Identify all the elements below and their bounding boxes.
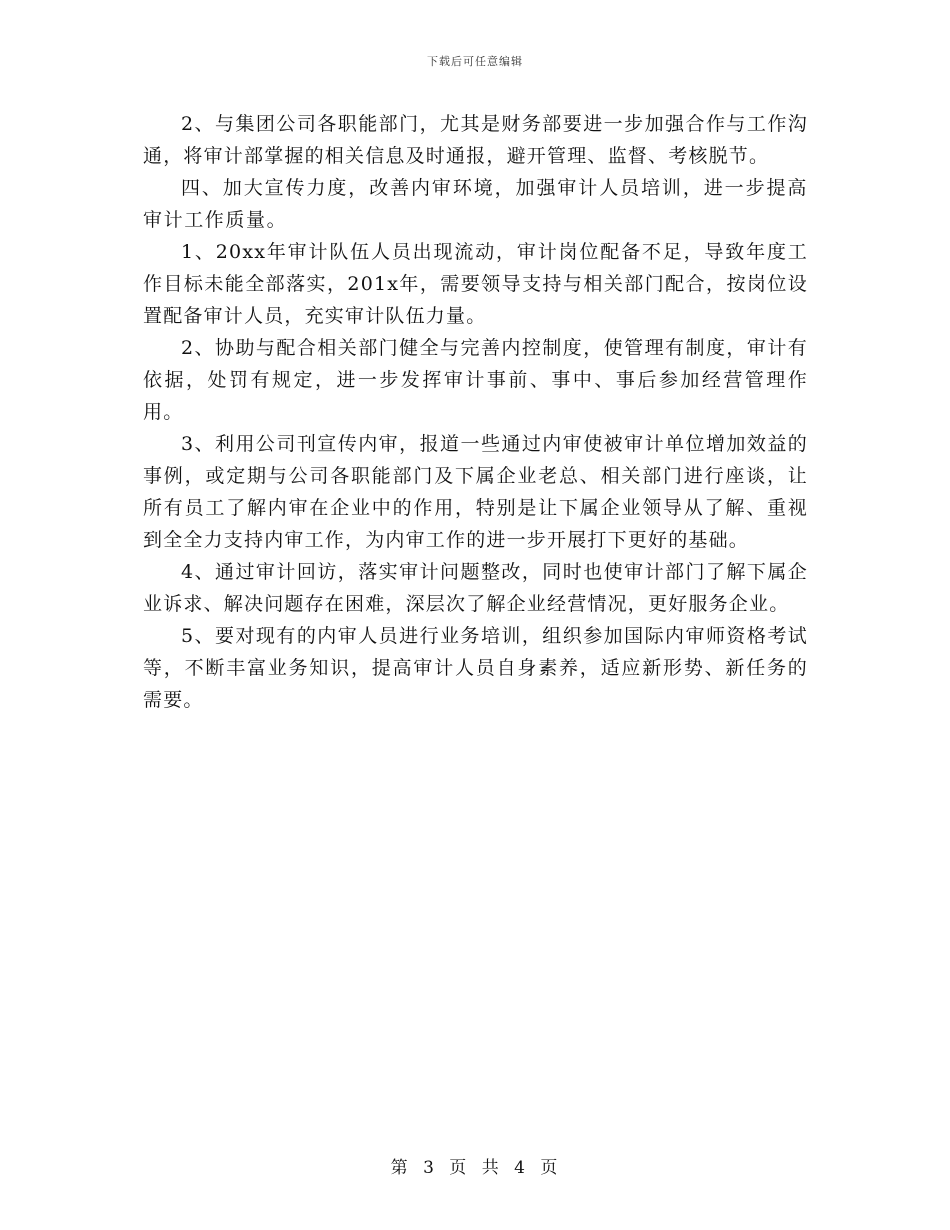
paragraph-internal-control: 2、协助与配合相关部门健全与完善内控制度，使管理有制度，审计有依据，处罚有规定，进一步发挥审计事前、事中、事后参加经营管理作用。	[143, 337, 808, 423]
paragraph-follow-up: 4、通过审计回访，落实审计问题整改，同时也使审计部门了解下属企业诉求、解决问题存在困难，深层次了解企业经营情况，更好服务企业。	[143, 561, 808, 615]
page-header-note: 下载后可任意编辑	[427, 55, 523, 68]
paragraph-staffing: 1、20xx年审计队伍人员出现流动，审计岗位配备不足，导致年度工作目标未能全部落实，201x年，需要领导支持与相关部门配合，按岗位设置配备审计人员，充实审计队伍力量。	[143, 241, 808, 327]
paragraph-coordination: 2、与集团公司各职能部门，尤其是财务部要进一步加强合作与工作沟通，将审计部掌握的相关信息及时通报，避开管理、监督、考核脱节。	[143, 113, 808, 167]
section-heading-four: 四、加大宣传力度，改善内审环境，加强审计人员培训，进一步提高审计工作质量。	[143, 177, 808, 231]
paragraph-publicity: 3、利用公司刊宣传内审，报道一些通过内审使被审计单位增加效益的事例，或定期与公司各职能部门及下属企业老总、相关部门进行座谈，让所有员工了解内审在企业中的作用，特别是让下属企业领导从了解、重视到全全力支持内审工作，为内审工作的进一步开展打下更好的基础。	[143, 433, 808, 551]
document-body	[143, 108, 808, 716]
page-number-footer: 第 3 页 共 4 页	[390, 1158, 560, 1178]
paragraph-training: 5、要对现有的内审人员进行业务培训，组织参加国际内审师资格考试等，不断丰富业务知识，提高审计人员自身素养，适应新形势、新任务的需要。	[143, 625, 808, 711]
